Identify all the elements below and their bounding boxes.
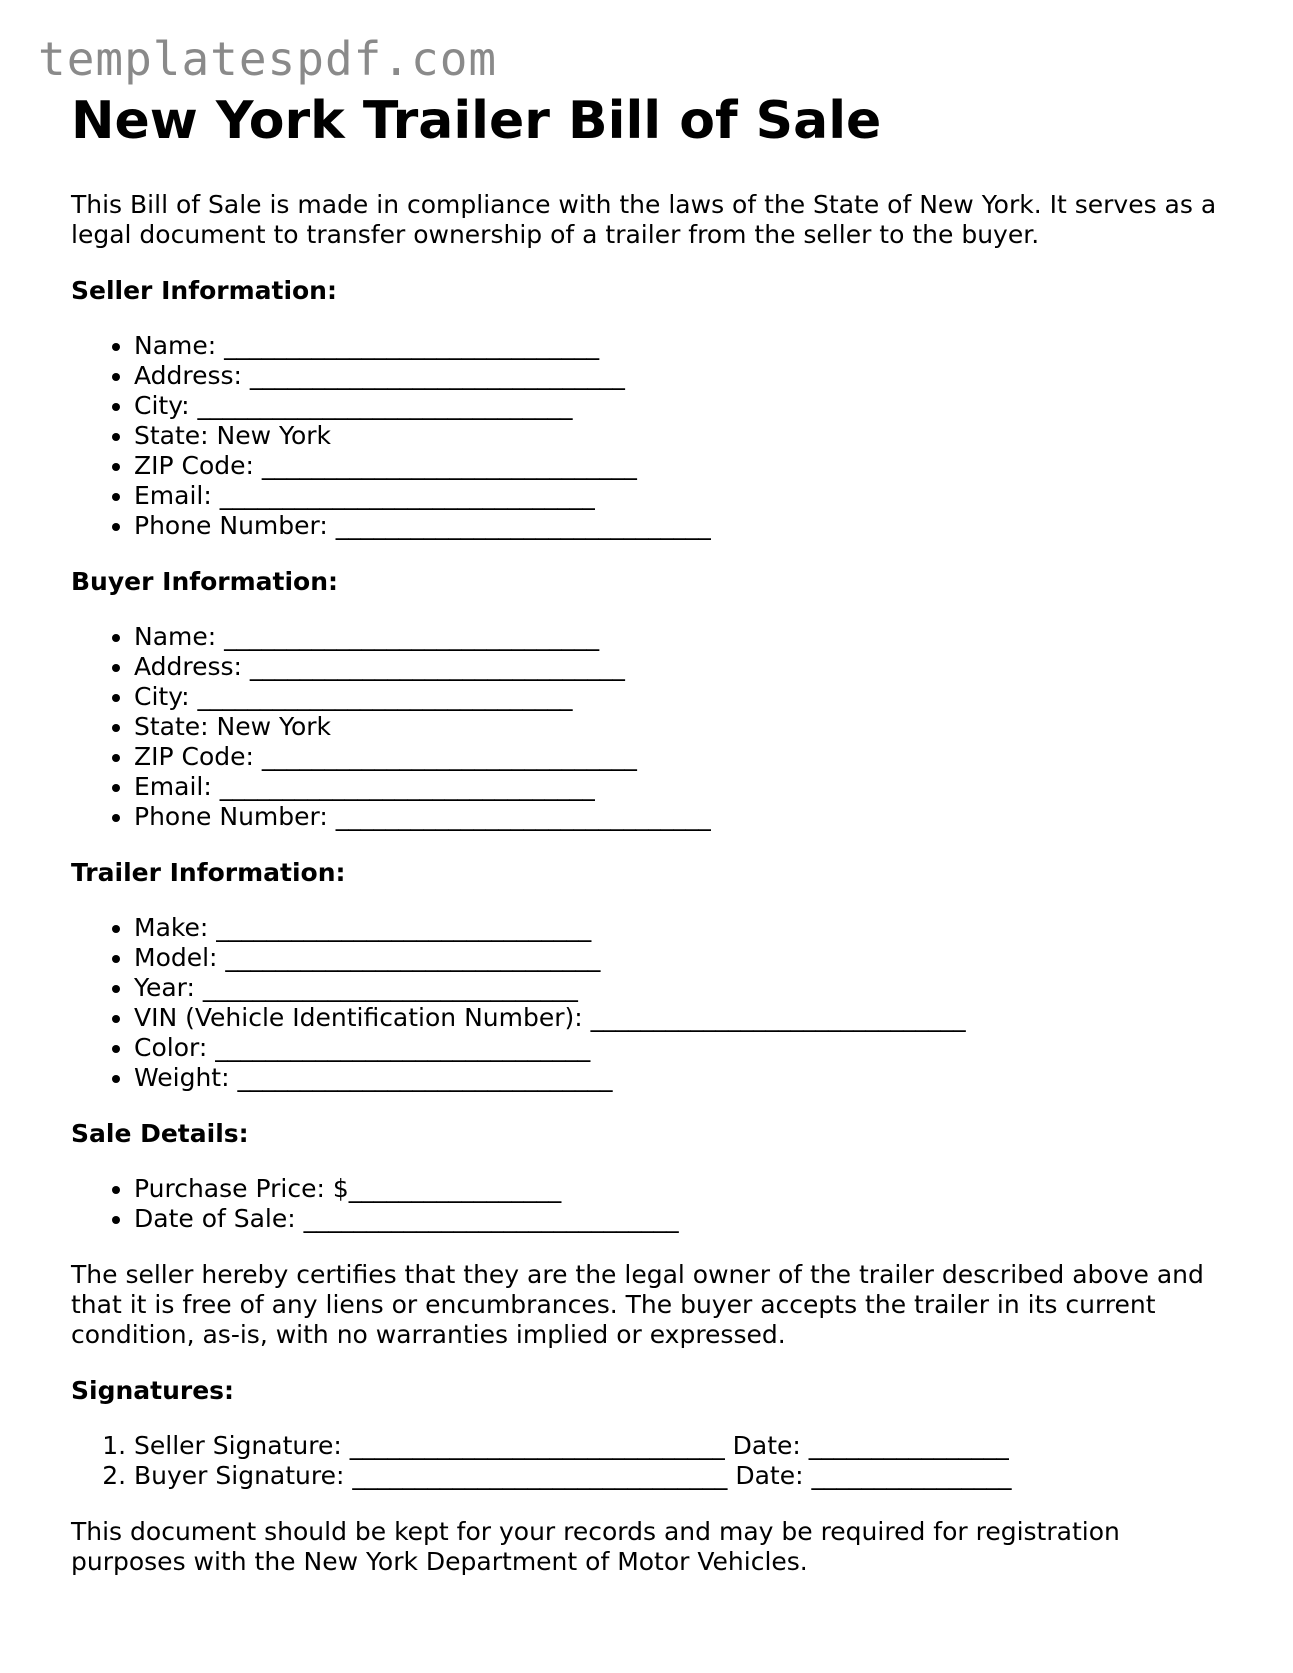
seller-list xyxy=(71,331,1231,541)
watermark: templatespdf.com xyxy=(38,32,498,86)
signatures-heading: Signatures: xyxy=(71,1376,235,1405)
buyer-heading: Buyer Information: xyxy=(71,567,339,596)
buyer-list xyxy=(71,622,1231,832)
signatures-list xyxy=(71,1431,1231,1491)
list-item: • Year: ______________________________ xyxy=(134,973,1231,1003)
list-item: • Weight: ______________________________ xyxy=(134,1063,1231,1093)
document-page xyxy=(71,90,1231,1577)
list-item: • Name: ______________________________ xyxy=(134,622,1231,652)
list-item: • Date of Sale: ______________________________ xyxy=(134,1204,1231,1234)
list-item: • Email: ______________________________ xyxy=(134,481,1231,511)
sale-heading: Sale Details: xyxy=(71,1119,249,1148)
sale-list xyxy=(71,1174,1231,1234)
list-item: • Email: ______________________________ xyxy=(134,772,1231,802)
list-item: • Model: ______________________________ xyxy=(134,943,1231,973)
list-item: • State: New York xyxy=(134,421,1231,451)
list-item: • VIN (Vehicle Identification Number): ______________________________ xyxy=(134,1003,1231,1033)
list-item: • ZIP Code: ______________________________ xyxy=(134,451,1231,481)
intro-paragraph: This Bill of Sale is made in compliance with the laws of the State of New York. It serves as a legal document to transfer ownership of a trailer from the seller to the buyer. xyxy=(71,190,1217,249)
page-title: New York Trailer Bill of Sale xyxy=(71,91,882,151)
footer-paragraph: This document should be kept for your records and may be required for registration purposes with the New York Department of Motor Vehicles. xyxy=(71,1517,1120,1576)
list-item: • State: New York xyxy=(134,712,1231,742)
list-item: 2. Buyer Signature: ______________________________ Date: ________________ xyxy=(134,1461,1231,1491)
list-item: 1. Seller Signature: ______________________________ Date: ________________ xyxy=(134,1431,1231,1461)
list-item: • Color: ______________________________ xyxy=(134,1033,1231,1063)
list-item: • Purchase Price: $_________________ xyxy=(134,1174,1231,1204)
list-item: • ZIP Code: ______________________________ xyxy=(134,742,1231,772)
list-item: • Make: ______________________________ xyxy=(134,913,1231,943)
trailer-list xyxy=(71,913,1231,1093)
list-item: • City: ______________________________ xyxy=(134,682,1231,712)
trailer-heading: Trailer Information: xyxy=(71,858,346,887)
certification-paragraph: The seller hereby certifies that they are the legal owner of the trailer described above and that it is free of any liens or encumbrances. The buyer accepts the trailer in its current condition, as-is, with no warranties implied or expressed. xyxy=(71,1260,1204,1349)
list-item: • Name: ______________________________ xyxy=(134,331,1231,361)
seller-heading: Seller Information: xyxy=(71,276,337,305)
list-item: • Phone Number: ______________________________ xyxy=(134,511,1231,541)
list-item: • City: ______________________________ xyxy=(134,391,1231,421)
list-item: • Address: ______________________________ xyxy=(134,361,1231,391)
list-item: • Phone Number: ______________________________ xyxy=(134,802,1231,832)
list-item: • Address: ______________________________ xyxy=(134,652,1231,682)
